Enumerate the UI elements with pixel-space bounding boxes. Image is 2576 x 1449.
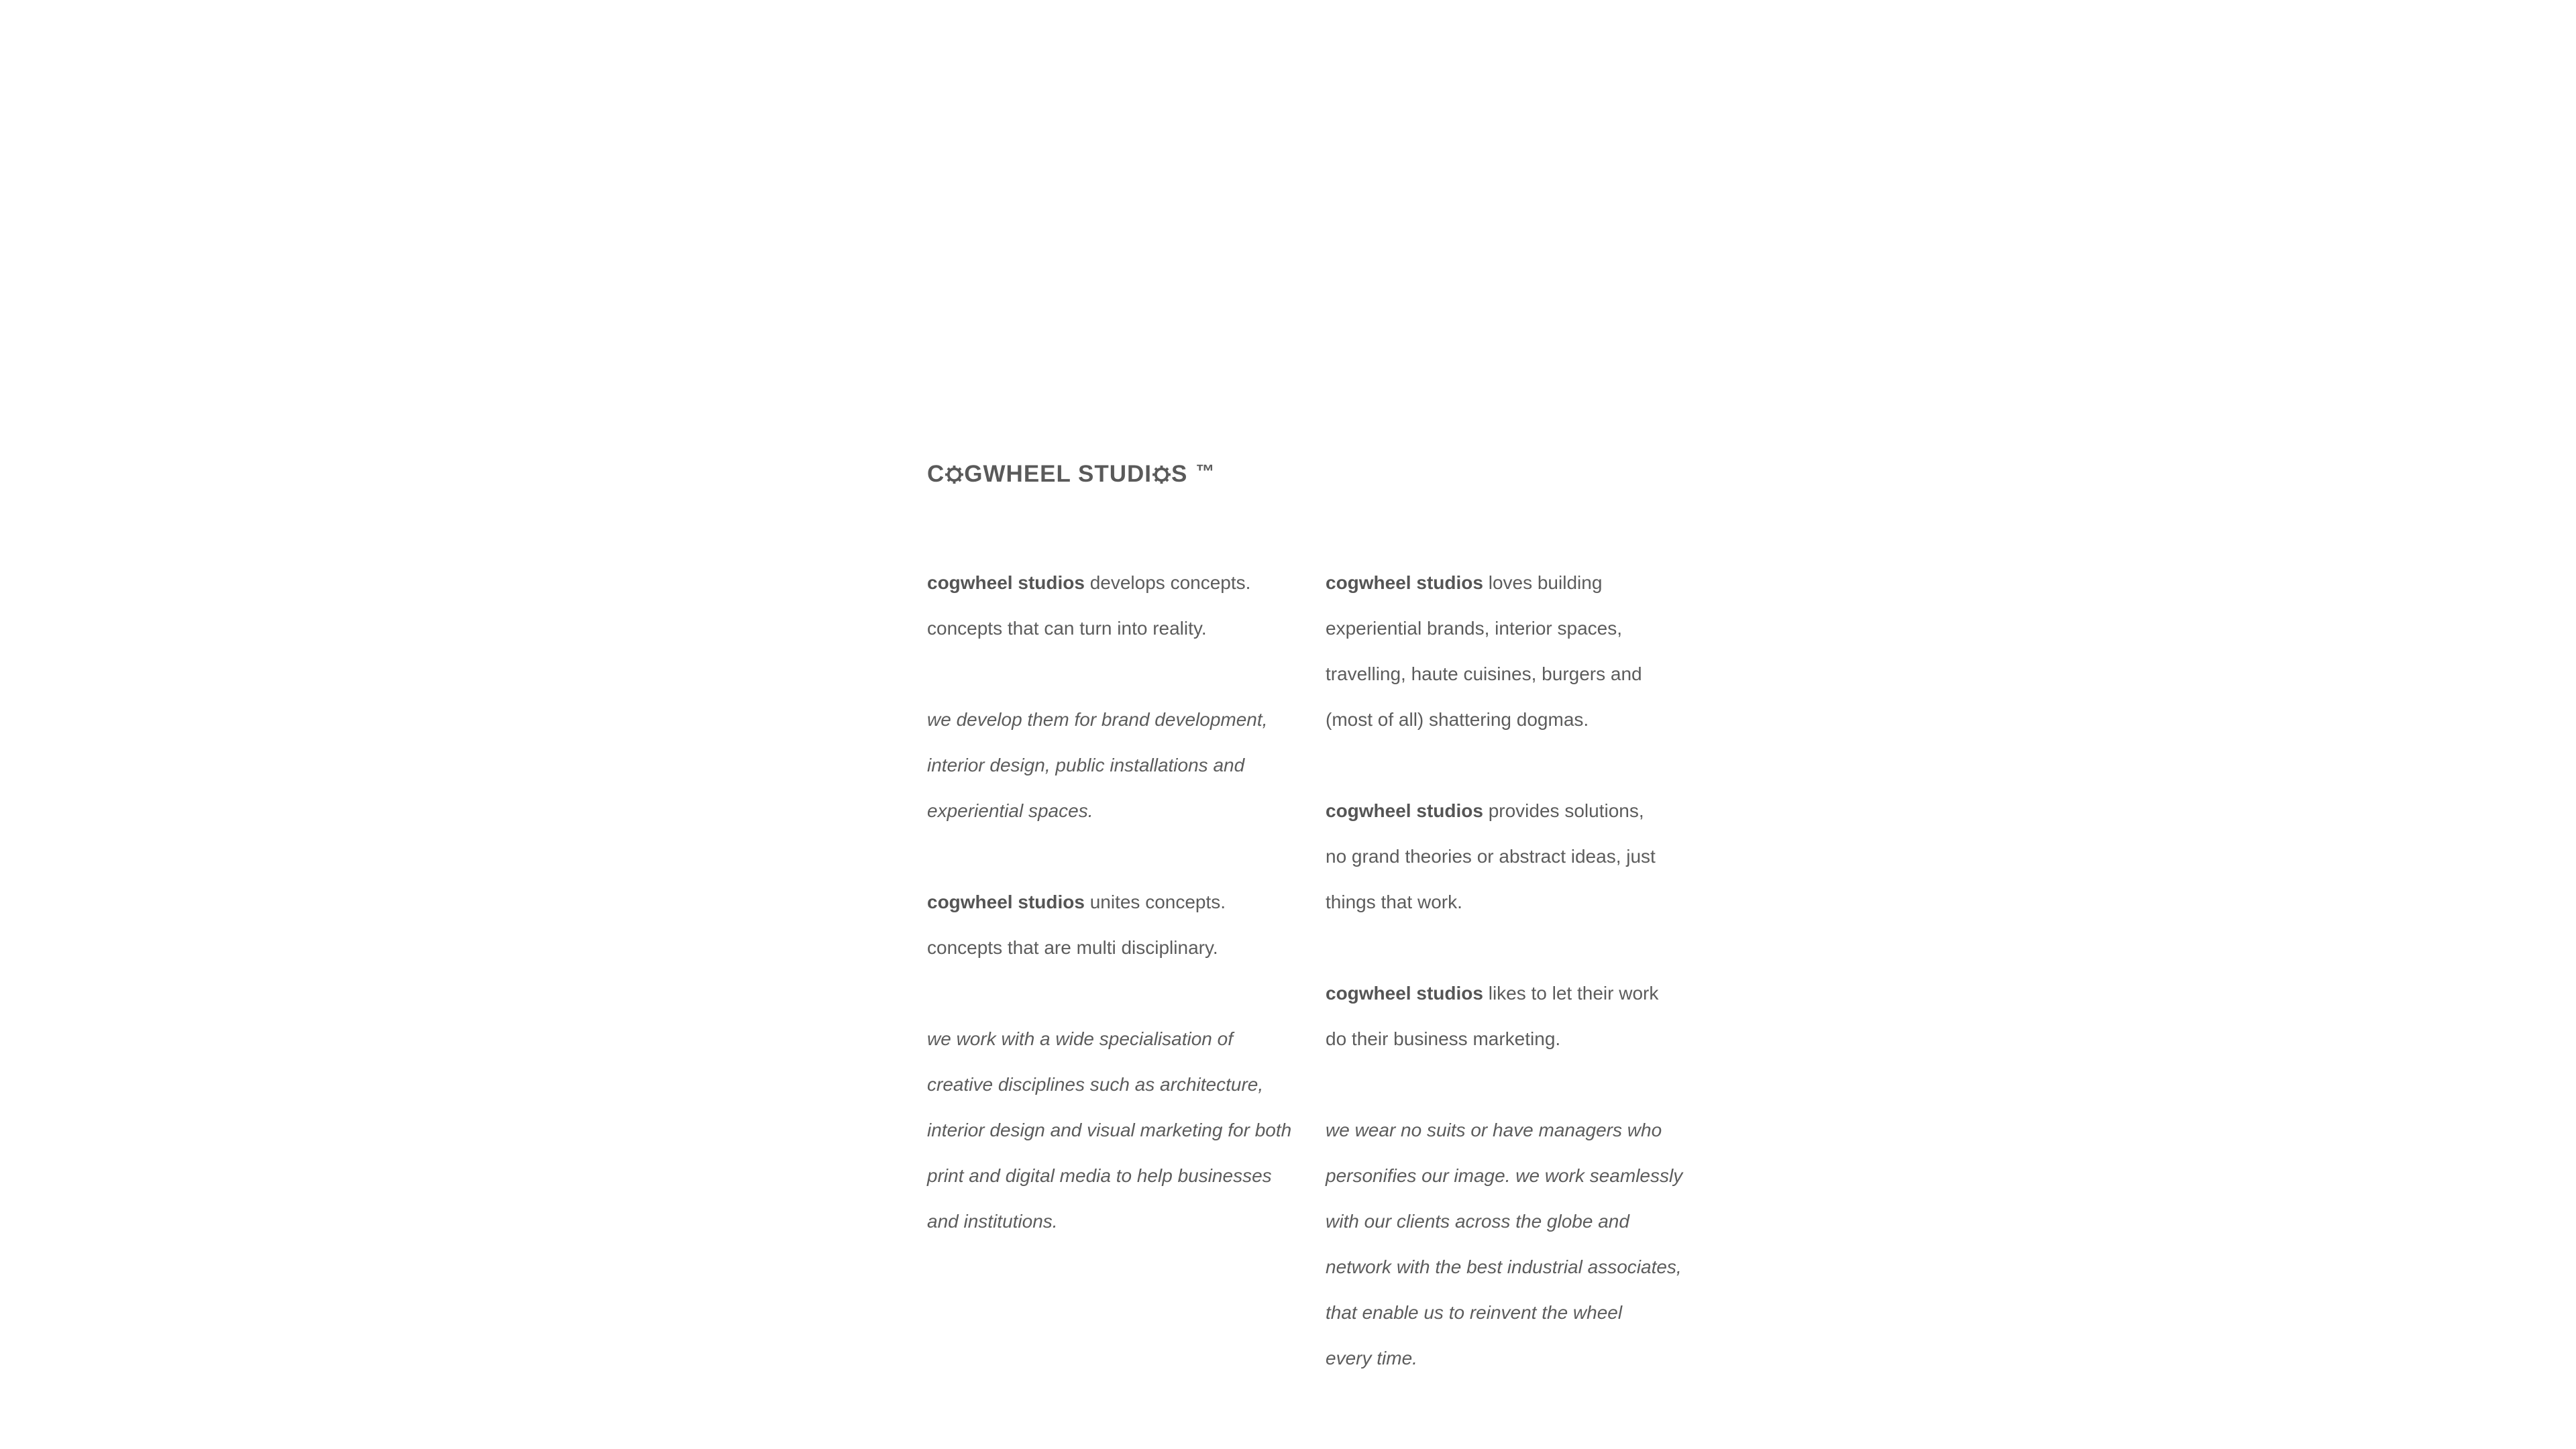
paragraph-text: concepts that can turn into reality. bbox=[927, 618, 1207, 639]
brand-name: cogwheel studios bbox=[1326, 983, 1483, 1004]
paragraph-text: unites concepts. bbox=[1084, 892, 1226, 912]
brand-name: cogwheel studios bbox=[927, 892, 1085, 912]
paragraph-text: print and digital media to help businesses bbox=[927, 1165, 1272, 1186]
left-paragraph-2 bbox=[927, 686, 1276, 845]
paragraph-text: we wear no suits or have managers who bbox=[1326, 1120, 1662, 1140]
paragraph-text: develops concepts. bbox=[1084, 572, 1251, 593]
paragraph-text: and institutions. bbox=[927, 1211, 1058, 1232]
paragraph-text: no grand theories or abstract ideas, just bbox=[1326, 846, 1656, 867]
paragraph-text: personifies our image. we work seamlessly bbox=[1326, 1165, 1683, 1186]
paragraph-text: travelling, haute cuisines, burgers and bbox=[1326, 663, 1642, 684]
paragraph-text: interior design, public installations and bbox=[927, 755, 1245, 775]
left-paragraph-1 bbox=[927, 549, 1276, 663]
paragraph-text: (most of all) shattering dogmas. bbox=[1326, 709, 1589, 730]
paragraph-text: we develop them for brand development, bbox=[927, 709, 1268, 730]
paragraph-text: interior design and visual marketing for both bbox=[927, 1120, 1292, 1140]
paragraph-text: do their business marketing. bbox=[1326, 1028, 1561, 1049]
brand-name: cogwheel studios bbox=[1326, 572, 1483, 593]
paragraph-text: every time. bbox=[1326, 1348, 1417, 1368]
logo-text-middle: GWHEEL STUDI bbox=[964, 461, 1152, 487]
cogwheel-icon bbox=[945, 466, 963, 484]
right-paragraph-4 bbox=[1326, 1096, 1683, 1393]
right-paragraph-3 bbox=[1326, 959, 1674, 1073]
paragraph-text: experiential brands, interior spaces, bbox=[1326, 618, 1623, 639]
left-paragraph-3 bbox=[927, 868, 1276, 982]
paragraph-text: that enable us to reinvent the wheel bbox=[1326, 1302, 1623, 1323]
paragraph-text: we work with a wide specialisation of bbox=[927, 1028, 1233, 1049]
logo-letter-c: C bbox=[927, 461, 945, 487]
trademark-symbol: ™ bbox=[1195, 461, 1216, 482]
paragraph-text: creative disciplines such as architecture, bbox=[927, 1074, 1264, 1095]
paragraph-text: experiential spaces. bbox=[927, 800, 1093, 821]
paragraph-text: provides solutions, bbox=[1483, 800, 1644, 821]
right-paragraph-1 bbox=[1326, 549, 1674, 754]
paragraph-text: network with the best industrial associates, bbox=[1326, 1256, 1682, 1277]
left-text-column bbox=[927, 549, 1292, 1279]
brand-name: cogwheel studios bbox=[927, 572, 1085, 593]
paragraph-text: things that work. bbox=[1326, 892, 1462, 912]
brand-logo bbox=[927, 462, 1215, 487]
cogwheel-icon bbox=[1152, 466, 1171, 484]
paragraph-text: likes to let their work bbox=[1483, 983, 1659, 1004]
paragraph-text: with our clients across the globe and bbox=[1326, 1211, 1629, 1232]
right-text-column bbox=[1326, 549, 1683, 1415]
left-paragraph-4 bbox=[927, 1005, 1292, 1256]
logo-letter-s: S bbox=[1171, 461, 1188, 487]
paragraph-text: concepts that are multi disciplinary. bbox=[927, 937, 1218, 958]
brand-name: cogwheel studios bbox=[1326, 800, 1483, 821]
paragraph-text: loves building bbox=[1483, 572, 1603, 593]
right-paragraph-2 bbox=[1326, 777, 1674, 936]
